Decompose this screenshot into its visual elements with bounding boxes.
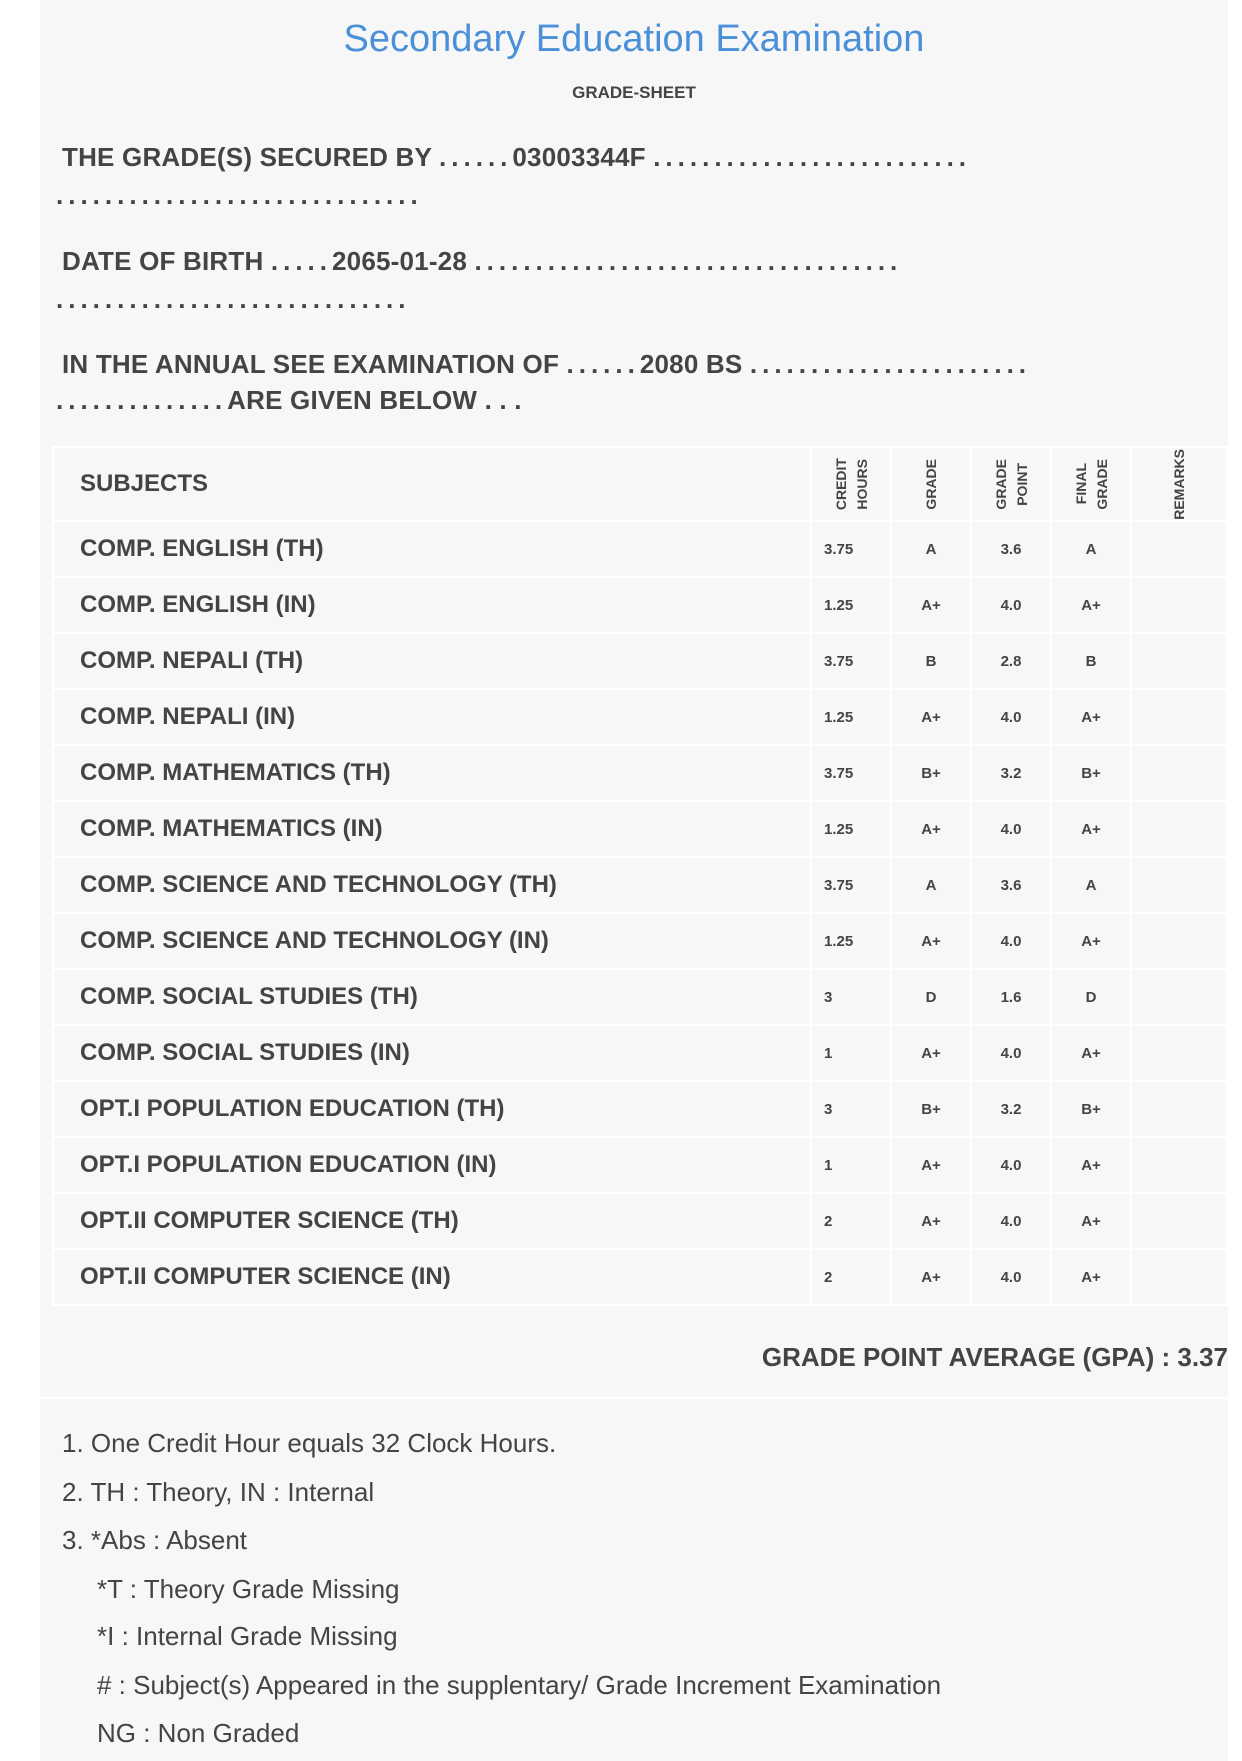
header-final-word: FINAL	[1072, 463, 1089, 505]
header-credit-hours	[811, 447, 891, 521]
grade-point-cell: 3.6	[971, 857, 1051, 913]
table-row	[53, 801, 1227, 857]
credit-hours-cell: 2	[811, 1193, 891, 1249]
credit-hours-cell: 1	[811, 1137, 891, 1193]
subject-cell: OPT.II COMPUTER SCIENCE (TH)	[53, 1193, 811, 1249]
grade-point-cell: 4.0	[971, 1137, 1051, 1193]
grade-cell: A+	[891, 689, 971, 745]
remarks-cell	[1131, 1025, 1227, 1081]
remarks-cell	[1131, 577, 1227, 633]
header-remarks	[1131, 447, 1227, 521]
table-row	[53, 969, 1227, 1025]
grade-point-cell: 2.8	[971, 633, 1051, 689]
grade-point-cell: 4.0	[971, 913, 1051, 969]
grades-table	[52, 446, 1228, 1306]
gpa-line	[762, 1342, 1228, 1373]
note-1: 1. One Credit Hour equals 32 Clock Hours.	[62, 1428, 557, 1458]
subject-cell: COMP. SOCIAL STUDIES (TH)	[53, 969, 811, 1025]
remarks-cell	[1131, 801, 1227, 857]
note-2: 2. TH : Theory, IN : Internal	[62, 1477, 375, 1507]
subject-cell: COMP. SCIENCE AND TECHNOLOGY (IN)	[53, 913, 811, 969]
table-row	[53, 1249, 1227, 1305]
table-row	[53, 577, 1227, 633]
header-grade	[891, 447, 971, 521]
grade-cell: A+	[891, 577, 971, 633]
remarks-cell	[1131, 913, 1227, 969]
grade-sheet-page	[40, 0, 1228, 1761]
grade-point-cell: 4.0	[971, 577, 1051, 633]
grade-cell: D	[891, 969, 971, 1025]
subject-cell: OPT.II COMPUTER SCIENCE (IN)	[53, 1249, 811, 1305]
credit-hours-cell: 1.25	[811, 913, 891, 969]
table-row	[53, 1193, 1227, 1249]
divider	[40, 1397, 1228, 1399]
dob-label: DATE OF BIRTH	[62, 246, 264, 276]
remarks-cell	[1131, 689, 1227, 745]
grade-point-cell: 4.0	[971, 1193, 1051, 1249]
grade-cell: B	[891, 633, 971, 689]
grade-point-cell: 3.6	[971, 521, 1051, 577]
remarks-cell	[1131, 1137, 1227, 1193]
remarks-cell	[1131, 1249, 1227, 1305]
header-final-grade	[1051, 447, 1131, 521]
subject-cell: COMP. ENGLISH (TH)	[53, 521, 811, 577]
grade-cell: A+	[891, 913, 971, 969]
remarks-cell	[1131, 745, 1227, 801]
note-internal-missing: *I : Internal Grade Missing	[97, 1621, 398, 1651]
grade-cell: A+	[891, 1193, 971, 1249]
remarks-cell	[1131, 521, 1227, 577]
final-grade-cell: B	[1051, 633, 1131, 689]
final-grade-cell: A	[1051, 857, 1131, 913]
table-row	[53, 857, 1227, 913]
table-header-row	[53, 447, 1227, 521]
final-grade-cell: A+	[1051, 1025, 1131, 1081]
final-grade-cell: A+	[1051, 577, 1131, 633]
subject-cell: OPT.I POPULATION EDUCATION (TH)	[53, 1081, 811, 1137]
grade-cell: A+	[891, 1249, 971, 1305]
table-row	[53, 1081, 1227, 1137]
grade-point-cell: 4.0	[971, 801, 1051, 857]
credit-hours-cell: 1.25	[811, 577, 891, 633]
dob-value: 2065-01-28	[332, 246, 467, 276]
final-grade-cell: B+	[1051, 745, 1131, 801]
dots-line: ..............................	[56, 180, 423, 210]
grade-point-cell: 4.0	[971, 1249, 1051, 1305]
credit-hours-cell: 3.75	[811, 521, 891, 577]
grade-cell: A	[891, 857, 971, 913]
remarks-cell	[1131, 857, 1227, 913]
credit-hours-cell: 3.75	[811, 745, 891, 801]
grade-cell: B+	[891, 1081, 971, 1137]
table-row	[53, 913, 1227, 969]
credit-hours-cell: 3	[811, 1081, 891, 1137]
final-grade-cell: A+	[1051, 801, 1131, 857]
final-grade-cell: A+	[1051, 1249, 1131, 1305]
header-remarks-word: REMARKS	[1171, 448, 1187, 520]
given-below-line: ..............ARE GIVEN BELOW . . .	[56, 385, 522, 415]
gpa-value: 3.37	[1177, 1342, 1228, 1372]
subject-cell: COMP. MATHEMATICS (IN)	[53, 801, 811, 857]
symbol-number: 03003344F	[512, 142, 646, 172]
grade-cell: A+	[891, 801, 971, 857]
remarks-cell	[1131, 1081, 1227, 1137]
remarks-cell	[1131, 969, 1227, 1025]
gpa-label: GRADE POINT AVERAGE (GPA) :	[761, 1342, 1171, 1372]
subject-cell: OPT.I POPULATION EDUCATION (IN)	[53, 1137, 811, 1193]
page-title: Secondary Education Examination	[343, 18, 925, 60]
exam-label: IN THE ANNUAL SEE EXAMINATION OF	[62, 349, 560, 379]
table-row	[53, 745, 1227, 801]
credit-hours-cell: 3.75	[811, 633, 891, 689]
header-grade-word: GRADE	[923, 458, 939, 510]
table-row	[53, 521, 1227, 577]
final-grade-cell: D	[1051, 969, 1131, 1025]
page-subtitle: GRADE-SHEET	[572, 83, 696, 102]
table-row	[53, 1025, 1227, 1081]
subject-cell: COMP. MATHEMATICS (TH)	[53, 745, 811, 801]
secured-by-label: THE GRADE(S) SECURED BY	[62, 142, 432, 172]
grade-point-cell: 3.2	[971, 745, 1051, 801]
grade-cell: B+	[891, 745, 971, 801]
header-point-word: POINT	[1013, 462, 1030, 506]
credit-hours-cell: 3	[811, 969, 891, 1025]
grade-cell: A	[891, 521, 971, 577]
credit-hours-cell: 3.75	[811, 857, 891, 913]
credit-hours-cell: 1.25	[811, 689, 891, 745]
subject-cell: COMP. SCIENCE AND TECHNOLOGY (TH)	[53, 857, 811, 913]
final-grade-cell: A+	[1051, 913, 1131, 969]
final-grade-cell: A+	[1051, 1193, 1131, 1249]
header-subjects: SUBJECTS	[53, 447, 811, 521]
exam-line: IN THE ANNUAL SEE EXAMINATION OF ......2080 BS .......................	[62, 349, 1032, 379]
header-grade-word: GRADE	[1093, 458, 1110, 510]
table-row	[53, 633, 1227, 689]
subject-cell: COMP. NEPALI (TH)	[53, 633, 811, 689]
final-grade-cell: A+	[1051, 1137, 1131, 1193]
note-3: 3. *Abs : Absent	[62, 1525, 248, 1555]
credit-hours-cell: 2	[811, 1249, 891, 1305]
table-row	[53, 689, 1227, 745]
note-supplementary: # : Subject(s) Appeared in the supplentary/ Grade Increment Examination	[97, 1670, 942, 1700]
credit-hours-cell: 1.25	[811, 801, 891, 857]
header-grade-point	[971, 447, 1051, 521]
remarks-cell	[1131, 1193, 1227, 1249]
grade-point-cell: 3.2	[971, 1081, 1051, 1137]
secured-by-line: THE GRADE(S) SECURED BY ......03003344F ..........................	[62, 142, 972, 172]
header-grade-word: GRADE	[992, 458, 1009, 510]
final-grade-cell: A	[1051, 521, 1131, 577]
remarks-cell	[1131, 633, 1227, 689]
grade-cell: A+	[891, 1137, 971, 1193]
grade-cell: A+	[891, 1025, 971, 1081]
note-non-graded: NG : Non Graded	[97, 1718, 300, 1748]
exam-year: 2080 BS	[639, 349, 743, 379]
dob-line: DATE OF BIRTH .....2065-01-28 ...................................	[62, 246, 903, 276]
dots-line: .............................	[56, 284, 411, 314]
subject-cell: COMP. SOCIAL STUDIES (IN)	[53, 1025, 811, 1081]
given-below-label: ARE GIVEN BELOW . . .	[227, 385, 522, 415]
header-hours-word: HOURS	[853, 458, 870, 510]
grade-point-cell: 1.6	[971, 969, 1051, 1025]
subject-cell: COMP. ENGLISH (IN)	[53, 577, 811, 633]
header-credit-word: CREDIT	[832, 457, 849, 511]
credit-hours-cell: 1	[811, 1025, 891, 1081]
note-theory-missing: *T : Theory Grade Missing	[97, 1574, 400, 1604]
grade-point-cell: 4.0	[971, 1025, 1051, 1081]
final-grade-cell: B+	[1051, 1081, 1131, 1137]
subject-cell: COMP. NEPALI (IN)	[53, 689, 811, 745]
grade-point-cell: 4.0	[971, 689, 1051, 745]
final-grade-cell: A+	[1051, 689, 1131, 745]
table-row	[53, 1137, 1227, 1193]
